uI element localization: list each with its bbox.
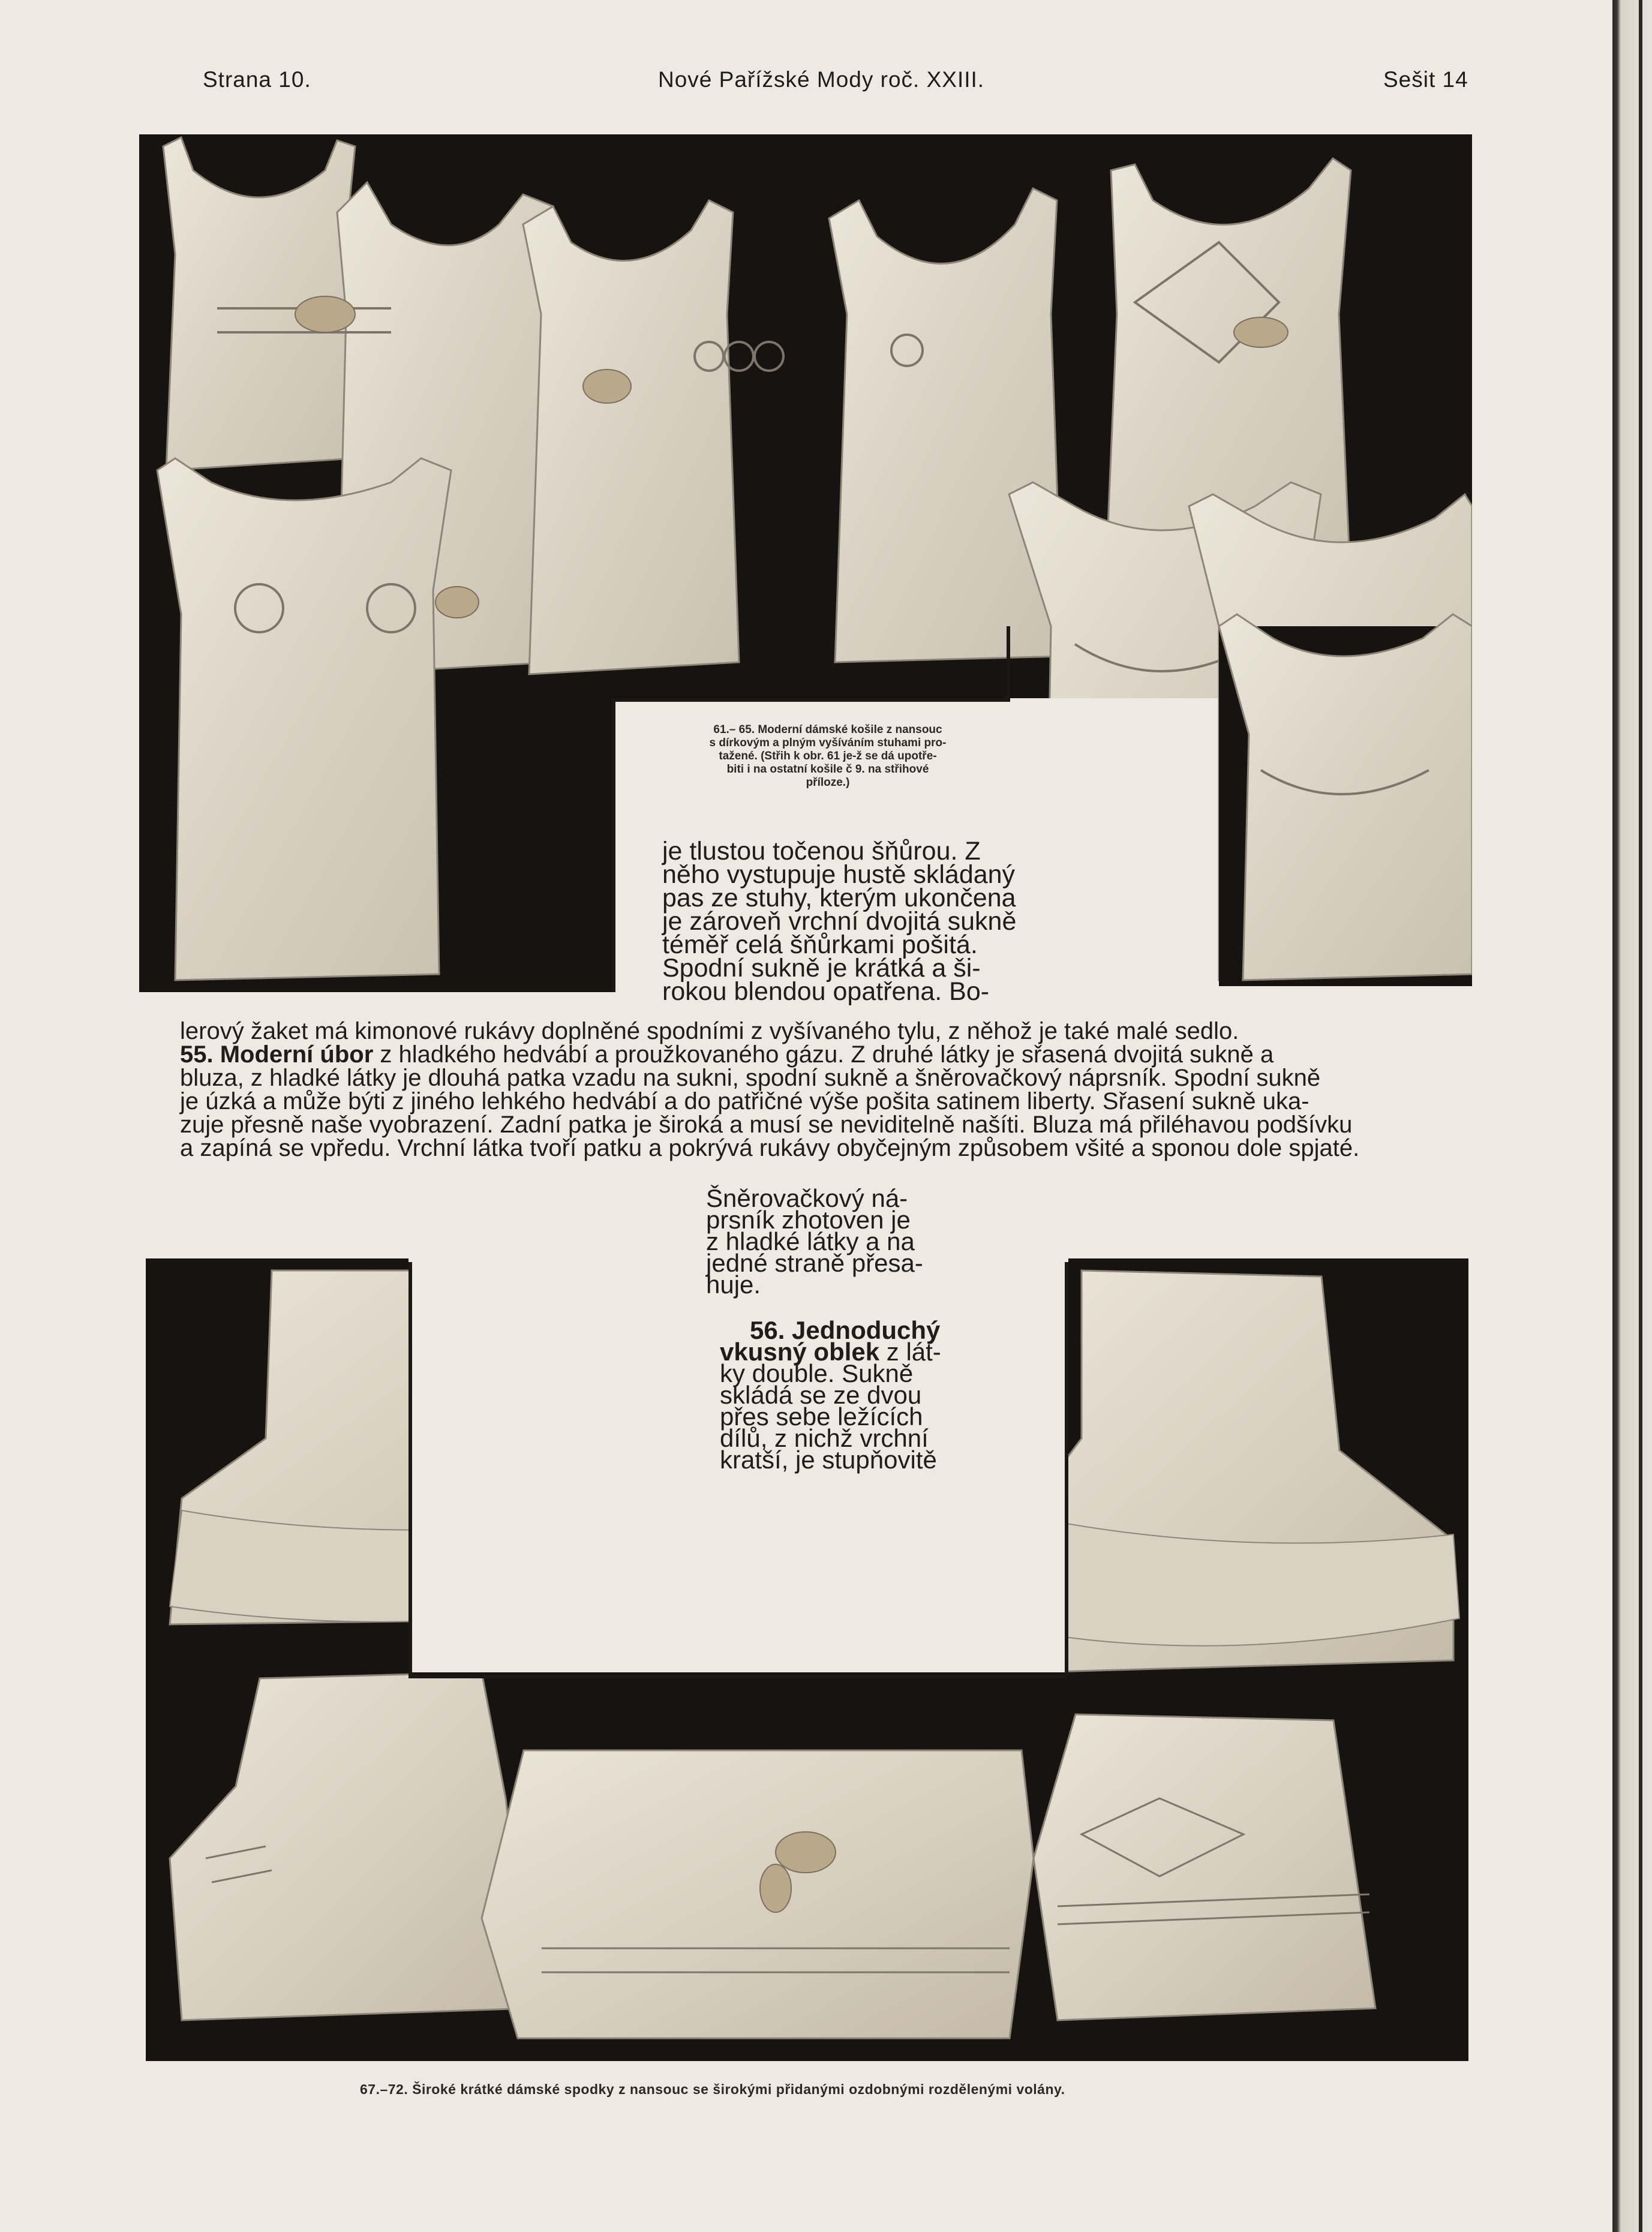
section-56-title: 56. Jednoduchý bbox=[750, 1316, 941, 1344]
section-56: 56. Jednoduchý vkusný oblek z lát- ky double. Sukně skládá se ze dvou přes sebe ležících dílů, z nichž vrchní kratší, je stupňovitě bbox=[720, 1316, 941, 1474]
bottom-figure-caption: 67.–72. Široké krátké dámské spodky z nansouc se širokými přidanými ozdobnými rozdělenými volány. bbox=[360, 2081, 1065, 2097]
main-paragraph: lerový žaket má kimonové rukávy doplněné spodními z vyšívaného tylu, z něhož je také malé sedlo. 55. Moderní úbor z hladkého hedvábí a proužkovaného gázu. Z druhé látky je sřasená dvojitá sukně a bluza, z hladké látky je dlouhá patka vzadu na sukni, spodní sukně a šněrovačkový náprsník. Spodní sukně je úzká a může býti z jiného lehkého hedvábí a do patřičné výše pošita satinem liberty. Sřasení sukně uka- zuje přesně naše vyobrazení. Zadní patka je široká a musí se neviditelně našíti. Bluza má přiléhavou podšívku a zapíná se vpředu. Vrchní látka tvoří patku a pokrývá rukávy obyčejným způsobem všité a sponou dole spjaté. bbox=[180, 1018, 1360, 1161]
column-text: Šněrovačkový ná- prsník zhotoven je z hladké látky a na jedné straně přesa- huje. bbox=[706, 1184, 923, 1299]
section-55-number: 55. bbox=[180, 1041, 214, 1068]
section-55-title: Moderní úbor bbox=[220, 1041, 374, 1068]
top-figure-caption: 61.– 65. Moderní dámské košile z nansouc s dírkovým a plným vyšíváním stuhami pro- tažené. (Střih k obr. 61 je-ž se dá upotře- biti i na ostatní košile č 9. na střihové příloze.) bbox=[709, 723, 947, 789]
page-spine bbox=[1639, 0, 1642, 2232]
issue-number: Sešit 14 bbox=[1383, 67, 1468, 92]
page-edge bbox=[1612, 0, 1652, 2232]
page-number: Strana 10. bbox=[203, 67, 311, 92]
journal-title: Nové Pařížské Mody roč. XXIII. bbox=[658, 67, 985, 92]
inset-text: je tlustou točenou šňůrou. Z něho vystupuje hustě skládaný pas ze stuhy, kterým ukončena je zároveň vrchní dvojitá sukně téměř celá šňůrkami pošitá. Spodní sukně je krátká a ši- rokou blendou opatřena. Bo- bbox=[662, 837, 1017, 1006]
